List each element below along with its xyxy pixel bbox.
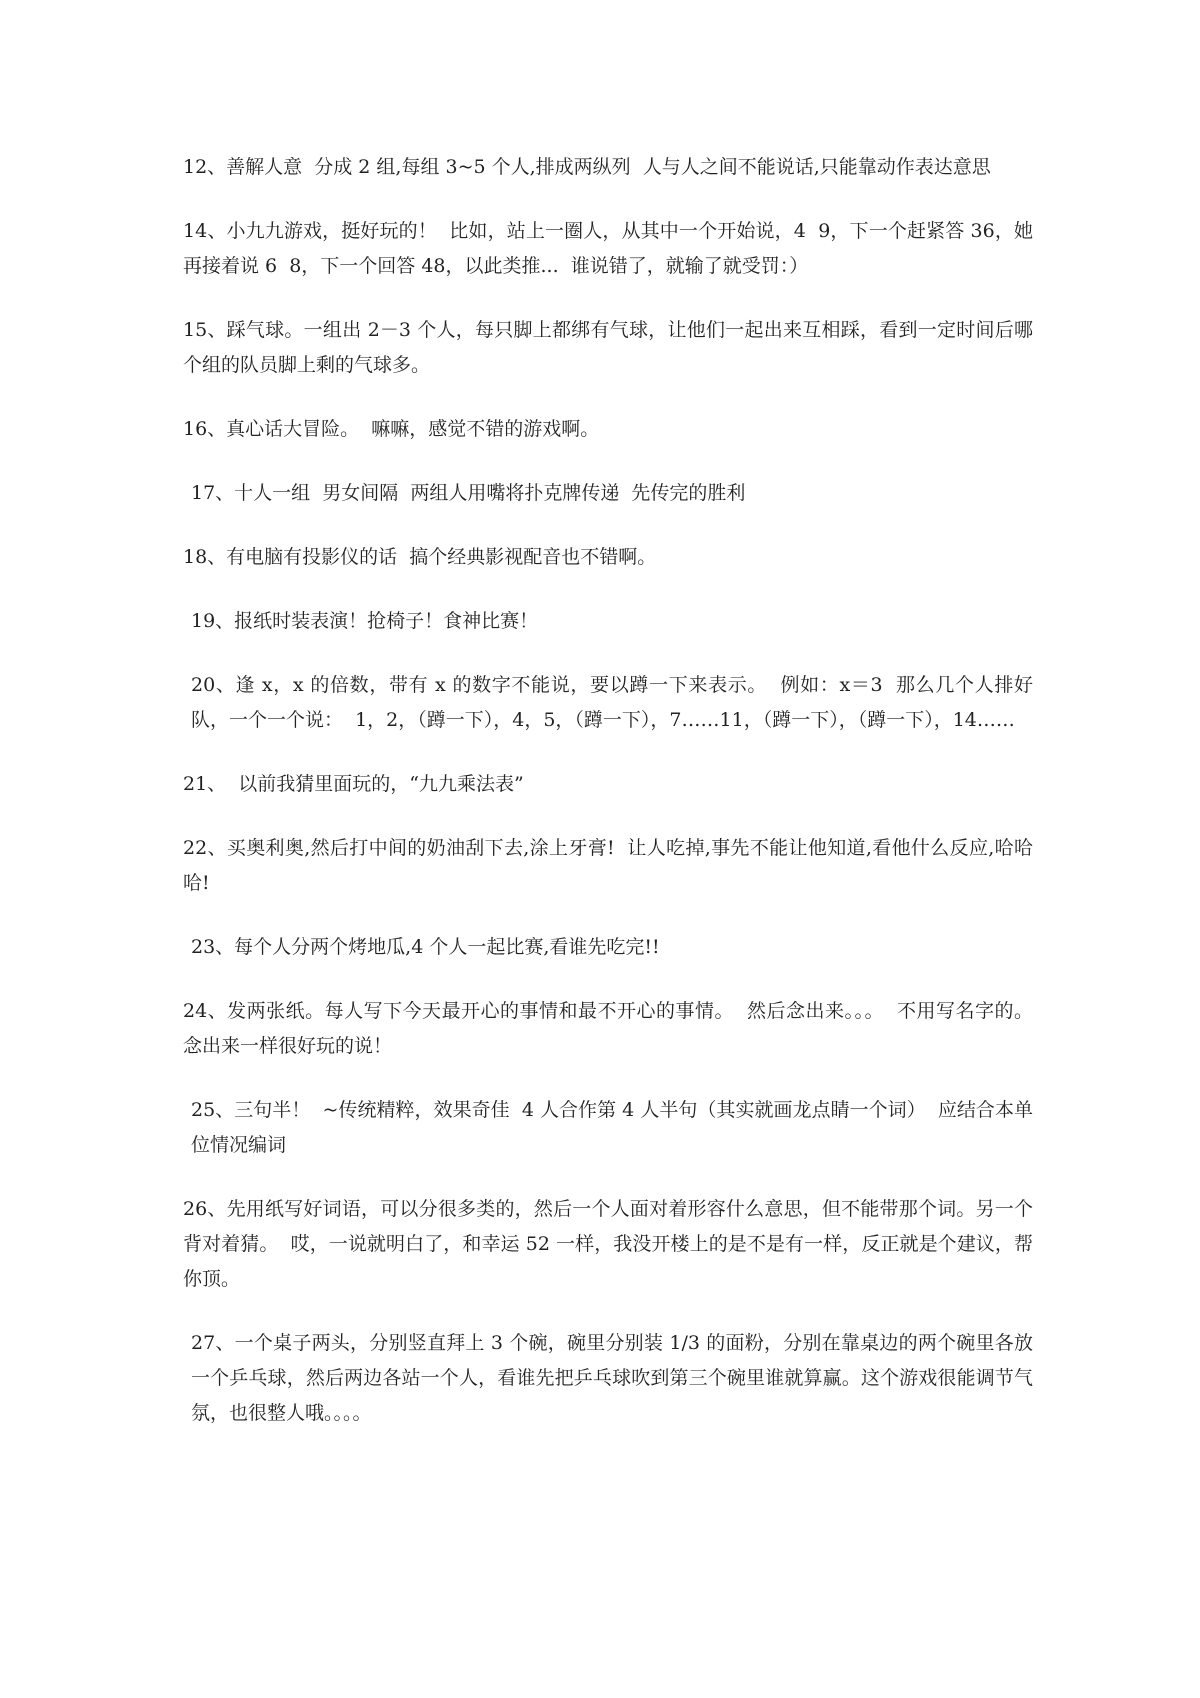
document-body: [183, 150, 1046, 1460]
game-item-16: 16、真心话大冒险。 嘛嘛，感觉不错的游戏啊。: [183, 418, 600, 440]
game-item-21: 21、 以前我猜里面玩的，“九九乘法表”: [183, 773, 524, 795]
game-item-24: 24、发两张纸。每人写下今天最开心的事情和最不开心的事情。 然后念出来。。。 不用写名字的。 念出来一样很好玩的说！: [183, 1000, 1046, 1057]
game-item-18: 18、有电脑有投影仪的话 搞个经典影视配音也不错啊。: [183, 546, 657, 568]
game-item-25: 25、三句半！ ~传统精粹，效果奇佳 4 人合作第 4 人半句（其实就画龙点睛一个词） 应结合本单位情况编词: [191, 1099, 1033, 1156]
game-item-12: 12、善解人意 分成 2 组,每组 3~5 个人,排成两纵列 人与人之间不能说话,只能靠动作表达意思: [183, 156, 991, 178]
game-item-26: 26、先用纸写好词语，可以分很多类的，然后一个人面对着形容什么意思，但不能带那个词。另一个背对着猜。 哎，一说就明白了，和幸运 52 一样，我没开楼上的是不是有一样，反正就是个建议，帮你顶。: [183, 1198, 1033, 1290]
game-item-27: 27、一个桌子两头，分别竖直拜上 3 个碗，碗里分别装 1/3 的面粉，分别在靠桌边的两个碗里各放一个乒乓球，然后两边各站一个人，看谁先把乒乓球吹到第三个碗里谁就算赢。这个游戏很能调节气氛，也很整人哦。。。。: [191, 1332, 1033, 1424]
game-item-14: 14、小九九游戏，挺好玩的！ 比如，站上一圈人，从其中一个开始说，4 9，下一个赶紧答 36，她再接着说 6 8，下一个回答 48，以此类推... 谁说错了，就输了就受罚：）: [183, 220, 1033, 277]
game-item-20: 20、逢 x，x 的倍数，带有 x 的数字不能说，要以蹲一下来表示。 例如：x＝3 那么几个人排好队，一个一个说： 1，2，（蹲一下），4，5，（蹲一下），7……11，（蹲一下），（蹲一下），14……: [191, 674, 1033, 731]
game-item-19: 19、报纸时装表演！抢椅子！食神比赛！: [191, 610, 539, 632]
game-item-23: 23、每个人分两个烤地瓜,4 个人一起比赛,看谁先吃完!!: [191, 936, 660, 958]
game-item-15: 15、踩气球。一组出 2－3 个人，每只脚上都绑有气球，让他们一起出来互相踩，看到一定时间后哪个组的队员脚上剩的气球多。: [183, 319, 1033, 376]
game-item-22: 22、买奥利奥,然后打中间的奶油刮下去,涂上牙膏! 让人吃掉,事先不能让他知道,看他什么反应,哈哈哈!: [183, 837, 1033, 894]
game-item-17: 17、十人一组 男女间隔 两组人用嘴将扑克牌传递 先传完的胜利: [191, 482, 746, 504]
